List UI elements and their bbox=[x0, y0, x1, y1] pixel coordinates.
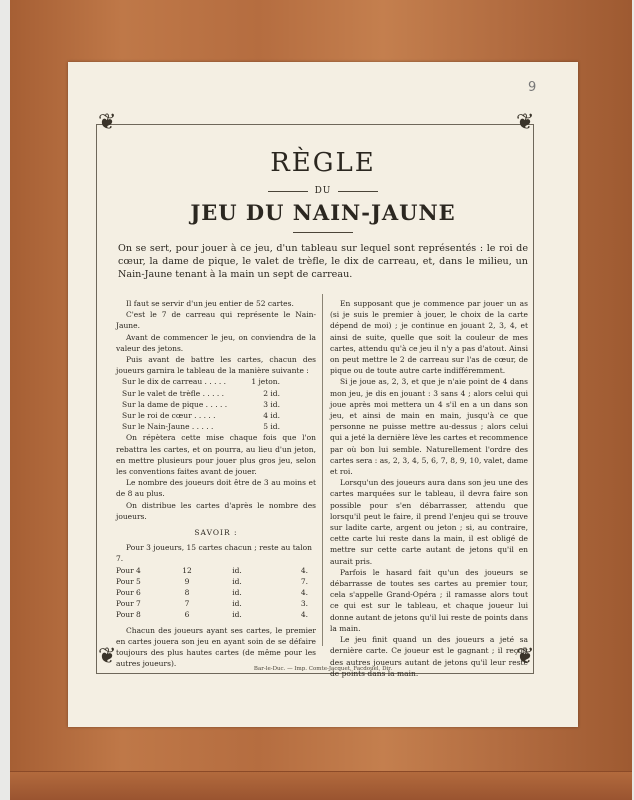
printer-footer: Bar-le-Duc. — Imp. Comte-Jacquet, Facdouel, Dir. bbox=[253, 666, 393, 672]
players-table bbox=[116, 542, 312, 620]
stake-row: Sur le Nain-Jaune . . . . . 5 id. bbox=[122, 422, 280, 432]
players-row: Pour 5 9 id. 7. bbox=[116, 576, 308, 586]
rule-paragraph: C'est le 7 de carreau qui représente le Nain-Jaune. bbox=[116, 310, 316, 331]
right-column bbox=[330, 298, 528, 679]
rule-paragraph: On distribue les cartes d'après le nombre des joueurs. bbox=[116, 500, 316, 521]
corner-ornament-icon: ❦ bbox=[516, 110, 535, 135]
rule-paragraph: Parfois le hasard fait qu'un des joueurs se débarrasse de toutes ses cartes au premier tour, cela s'appelle Grand-Opéra ; il ramasse alors tout ce qui est sur le tableau, et chaque joueur lui donne autant de jetons qu'il lui reste de points dans la main. bbox=[330, 567, 528, 633]
stake-row: Sur la dame de pique . . . . . 3 id. bbox=[122, 399, 280, 409]
title-du: DU bbox=[314, 186, 332, 196]
rules-sheet bbox=[68, 62, 578, 727]
rule-paragraph: En supposant que je commence par jouer un as (si je suis le premier à jouer, le choix de la carte dépend de moi) ; je continue en jouant 2, 3, 4, et ainsi de suite, quelle que soit la couleur de mes cartes, attendu qu'à ce jeu il n'y a pas d'atout. Ainsi on peut mettre le 2 de carreau sur l'as de cœur, de pique ou de toute autre carte indifféremment. bbox=[330, 299, 528, 376]
stake-row: Sur le roi de cœur . . . . . 4 id. bbox=[122, 411, 280, 421]
page-subtitle: JEU DU NAIN-JAUNE bbox=[190, 200, 456, 225]
rule-paragraph: Il faut se servir d'un jeu entier de 52 cartes. bbox=[126, 299, 294, 308]
corner-ornament-icon: ❦ bbox=[98, 110, 117, 135]
players-first-row: Pour 3 joueurs, 15 cartes chacun ; reste au talon 7. bbox=[116, 543, 312, 564]
players-row: Pour 6 8 id. 4. bbox=[116, 588, 308, 598]
players-row: Pour 7 7 id. 3. bbox=[116, 599, 308, 609]
players-row: Pour 4 12 id. 4. bbox=[116, 565, 308, 575]
rule-paragraph: Lorsqu'un des joueurs aura dans son jeu une des cartes marquées sur le tableau, il devra faire son possible pour s'en débarrasser, attendu que lorsqu'il peut le faire, il prend l'enjeu qui se trouve sur ladite carte, argent ou jeton ; si, au contraire, cette carte lui reste dans la main, il est obligé de mettre sur cette carte autant de jetons qu'il en aurait pris. bbox=[330, 478, 528, 566]
subtitle-rule bbox=[293, 232, 353, 233]
rule-paragraph: Avant de commencer le jeu, on conviendra de la valeur des jetons. bbox=[116, 332, 316, 353]
page-title: RÈGLE bbox=[270, 148, 376, 178]
corner-ornament-icon: ❦ bbox=[98, 644, 117, 669]
rule-paragraph: Puis avant de battre les cartes, chacun des joueurs garnira le tableau de la manière suivante : bbox=[116, 355, 316, 376]
savoir-heading: SAVOIR : bbox=[194, 528, 238, 538]
stake-row: Sur le valet de trèfle . . . . . 2 id. bbox=[122, 388, 280, 398]
pencil-mark: 9 bbox=[528, 80, 537, 95]
stake-table bbox=[116, 376, 316, 432]
rule-paragraph: Le nombre des joueurs doit être de 3 au moins et de 8 au plus. bbox=[116, 478, 316, 499]
rule-paragraph: On répètera cette mise chaque fois que l'on rebattra les cartes, et on pourra, au lieu d'un jeton, en mettre plusieurs pour jouer plus gros jeu, selon les conventions faites avant de jouer. bbox=[116, 433, 316, 477]
rule-paragraph: Si je joue as, 2, 3, et que je n'aie point de 4 dans mon jeu, je dis en jouant : 3 sans 4 ; alors celui qui joue après moi mettera un 4 s'il en a un dans son jeu, et ainsi de main en main, jusqu'à ce que personne ne puisse mettre au-dessus ; alors celui qui a jeté la dernière lève les cartes et recommence par où bon lui semble. Naturellement l'ordre des cartes sera : as, 2, 3, 4, 5, 6, 7, 8, 9, 10, valet, dame et roi. bbox=[330, 377, 528, 477]
board-bottom-edge bbox=[10, 771, 632, 800]
rule-paragraph: Chacun des joueurs ayant ses cartes, le premier en cartes jouera son jeu en ayant soin de se défaire toujours des plus hautes cartes (de même pour les autres joueurs). bbox=[116, 625, 316, 669]
intro-paragraph: On se sert, pour jouer à ce jeu, d'un tableau sur lequel sont représentés : le roi de cœur, la dame de pique, le valet de trèfle, le dix de carreau, et, dans le milieu, un Nain-Jaune tenant à la main un sept de carreau. bbox=[118, 243, 528, 280]
stake-row: Sur le dix de carreau . . . . . 1 jeton. bbox=[122, 377, 280, 387]
rule-paragraph: Le jeu finit quand un des joueurs a jeté sa dernière carte. Ce joueur est le gagnant ; il reçoit des autres joueurs autant de jetons qu'il leur reste de points dans la main. bbox=[330, 635, 528, 678]
left-column bbox=[116, 298, 316, 670]
title-rule-right bbox=[338, 191, 378, 192]
players-row: Pour 8 6 id. 4. bbox=[116, 610, 308, 620]
corner-ornament-icon: ❦ bbox=[516, 644, 535, 669]
column-divider bbox=[322, 294, 323, 646]
